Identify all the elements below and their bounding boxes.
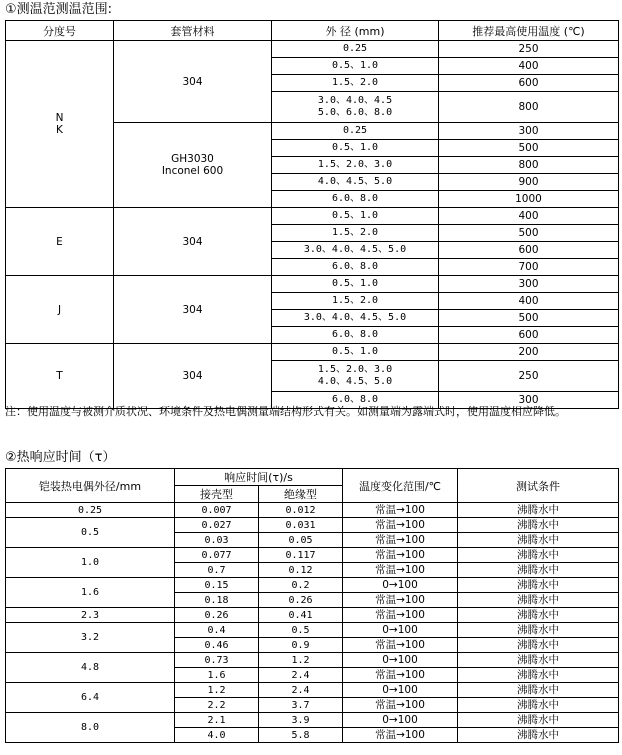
temp-range-cell: 常温→100: [343, 563, 458, 578]
test-condition-cell: 沸腾水中: [458, 713, 619, 728]
temp-cell: 300: [439, 392, 619, 409]
header-diameter: 铠装热电偶外径/mm: [6, 469, 175, 503]
insulated-time-cell: 0.9: [259, 638, 343, 653]
temp-range-cell: 常温→100: [343, 608, 458, 623]
temp-range-cell: 常温→100: [343, 638, 458, 653]
temp-range-cell: 常温→100: [343, 548, 458, 563]
diameter-cell: 4.8: [6, 653, 175, 683]
insulated-time-cell: 2.4: [259, 668, 343, 683]
diameter-cell: 4.0、4.5、5.0: [272, 174, 439, 191]
diameter-cell: 3.0、4.0、4.5、5.0: [272, 310, 439, 327]
type-cell: J: [6, 276, 114, 344]
insulated-time-cell: 0.12: [259, 563, 343, 578]
header-insulated: 绝缘型: [259, 486, 343, 503]
test-condition-cell: 沸腾水中: [458, 548, 619, 563]
material-cell: GH3030 Inconel 600: [114, 123, 272, 208]
table-row: [6, 578, 619, 593]
grounded-time-cell: 0.46: [175, 638, 259, 653]
test-condition-cell: 沸腾水中: [458, 518, 619, 533]
test-condition-cell: 沸腾水中: [458, 668, 619, 683]
test-condition-cell: 沸腾水中: [458, 563, 619, 578]
diameter-cell: 0.5、1.0: [272, 58, 439, 75]
temp-range-cell: 常温→100: [343, 728, 458, 743]
type-cell: E: [6, 208, 114, 276]
grounded-time-cell: 0.027: [175, 518, 259, 533]
header-type: 分度号: [6, 21, 114, 41]
diameter-cell: 8.0: [6, 713, 175, 743]
temp-range-cell: 0→100: [343, 623, 458, 638]
response-time-table: [5, 468, 619, 743]
diameter-cell: 0.5: [6, 518, 175, 548]
material-cell: 304: [114, 41, 272, 123]
temp-cell: 600: [439, 327, 619, 344]
temp-cell: 250: [439, 361, 619, 392]
temp-range-cell: 常温→100: [343, 698, 458, 713]
test-condition-cell: 沸腾水中: [458, 578, 619, 593]
diameter-cell: 1.5、2.0: [272, 75, 439, 92]
temp-cell: 200: [439, 344, 619, 361]
grounded-time-cell: 0.7: [175, 563, 259, 578]
grounded-time-cell: 0.007: [175, 503, 259, 518]
insulated-time-cell: 5.8: [259, 728, 343, 743]
temp-range-cell: 常温→100: [343, 593, 458, 608]
diameter-cell: 1.5、2.0、3.0: [272, 157, 439, 174]
test-condition-cell: 沸腾水中: [458, 683, 619, 698]
table-row: [6, 344, 619, 361]
temp-cell: 400: [439, 293, 619, 310]
test-condition-cell: 沸腾水中: [458, 653, 619, 668]
table-header-row: [6, 469, 619, 486]
table-row: [6, 653, 619, 668]
grounded-time-cell: 4.0: [175, 728, 259, 743]
table-body: [6, 503, 619, 743]
temp-cell: 500: [439, 225, 619, 242]
insulated-time-cell: 0.012: [259, 503, 343, 518]
temperature-range-table: [5, 20, 619, 409]
diameter-cell: 3.0、4.0、4.5 5.0、6.0、8.0: [272, 92, 439, 123]
diameter-cell: 2.3: [6, 608, 175, 623]
test-condition-cell: 沸腾水中: [458, 623, 619, 638]
diameter-cell: 1.5、2.0: [272, 293, 439, 310]
type-cell: T: [6, 344, 114, 409]
insulated-time-cell: 0.05: [259, 533, 343, 548]
temp-cell: 800: [439, 92, 619, 123]
grounded-time-cell: 0.18: [175, 593, 259, 608]
grounded-time-cell: 2.2: [175, 698, 259, 713]
grounded-time-cell: 0.26: [175, 608, 259, 623]
table-body: [6, 41, 619, 409]
grounded-time-cell: 0.4: [175, 623, 259, 638]
diameter-cell: 0.5、1.0: [272, 344, 439, 361]
header-temp-range: 温度变化范围/℃: [343, 469, 458, 503]
header-diameter: 外 径 (mm): [272, 21, 439, 41]
header-test-condition: 测试条件: [458, 469, 619, 503]
note-text: 注：使用温度与被测介质状况、环境条件及热电偶测量端结构形式有关。如测量端为露端式时，使用温度相应降低。: [5, 405, 566, 418]
temp-cell: 900: [439, 174, 619, 191]
temp-cell: 600: [439, 75, 619, 92]
diameter-cell: 1.0: [6, 548, 175, 578]
diameter-cell: 0.25: [6, 503, 175, 518]
temp-range-cell: 0→100: [343, 683, 458, 698]
section1-title: ①测温范测温范围:: [5, 2, 113, 17]
temp-range-cell: 常温→100: [343, 503, 458, 518]
grounded-time-cell: 0.077: [175, 548, 259, 563]
table-row: [6, 608, 619, 623]
table-row: [6, 503, 619, 518]
grounded-time-cell: 1.6: [175, 668, 259, 683]
diameter-cell: 6.0、8.0: [272, 392, 439, 409]
material-cell: 304: [114, 208, 272, 276]
temp-range-cell: 0→100: [343, 653, 458, 668]
test-condition-cell: 沸腾水中: [458, 638, 619, 653]
table-row: [6, 623, 619, 638]
test-condition-cell: 沸腾水中: [458, 698, 619, 713]
diameter-cell: 6.0、8.0: [272, 327, 439, 344]
material-cell: 304: [114, 344, 272, 409]
insulated-time-cell: 0.117: [259, 548, 343, 563]
diameter-cell: 6.0、8.0: [272, 191, 439, 208]
table-row: [6, 713, 619, 728]
temp-cell: 1000: [439, 191, 619, 208]
temp-range-cell: 常温→100: [343, 518, 458, 533]
insulated-time-cell: 2.4: [259, 683, 343, 698]
grounded-time-cell: 0.03: [175, 533, 259, 548]
temp-cell: 300: [439, 123, 619, 140]
material-cell: 304: [114, 276, 272, 344]
header-response-time: 响应时间(τ)/s: [175, 469, 343, 486]
header-max-temp: 推荐最高使用温度 (℃): [439, 21, 619, 41]
diameter-cell: 1.5、2.0、3.0 4.0、4.5、5.0: [272, 361, 439, 392]
diameter-cell: 0.5、1.0: [272, 208, 439, 225]
temp-cell: 500: [439, 140, 619, 157]
table-row: [6, 683, 619, 698]
insulated-time-cell: 0.5: [259, 623, 343, 638]
test-condition-cell: 沸腾水中: [458, 533, 619, 548]
table-row: [6, 41, 619, 58]
type-cell: N K: [6, 41, 114, 208]
temp-cell: 500: [439, 310, 619, 327]
insulated-time-cell: 0.2: [259, 578, 343, 593]
diameter-cell: 3.0、4.0、4.5、5.0: [272, 242, 439, 259]
insulated-time-cell: 1.2: [259, 653, 343, 668]
temp-range-cell: 0→100: [343, 578, 458, 593]
header-grounded: 接壳型: [175, 486, 259, 503]
table-header-row: [6, 21, 619, 41]
insulated-time-cell: 0.031: [259, 518, 343, 533]
insulated-time-cell: 3.9: [259, 713, 343, 728]
diameter-cell: 0.5、1.0: [272, 140, 439, 157]
temp-cell: 400: [439, 58, 619, 75]
grounded-time-cell: 2.1: [175, 713, 259, 728]
header-material: 套管材料: [114, 21, 272, 41]
diameter-cell: 3.2: [6, 623, 175, 653]
diameter-cell: 0.25: [272, 123, 439, 140]
temp-cell: 250: [439, 41, 619, 58]
temp-range-cell: 常温→100: [343, 668, 458, 683]
diameter-cell: 0.25: [272, 41, 439, 58]
table-row: [6, 518, 619, 533]
insulated-time-cell: 0.26: [259, 593, 343, 608]
section2-title: ②热响应时间（τ）: [5, 450, 116, 465]
grounded-time-cell: 0.15: [175, 578, 259, 593]
temp-cell: 400: [439, 208, 619, 225]
table-row: [6, 208, 619, 225]
test-condition-cell: 沸腾水中: [458, 593, 619, 608]
temp-cell: 700: [439, 259, 619, 276]
insulated-time-cell: 3.7: [259, 698, 343, 713]
diameter-cell: 1.5、2.0: [272, 225, 439, 242]
test-condition-cell: 沸腾水中: [458, 608, 619, 623]
temp-cell: 300: [439, 276, 619, 293]
temp-cell: 600: [439, 242, 619, 259]
temp-cell: 800: [439, 157, 619, 174]
diameter-cell: 1.6: [6, 578, 175, 608]
table-row: [6, 276, 619, 293]
insulated-time-cell: 0.41: [259, 608, 343, 623]
temp-range-cell: 0→100: [343, 713, 458, 728]
diameter-cell: 0.5、1.0: [272, 276, 439, 293]
diameter-cell: 6.0、8.0: [272, 259, 439, 276]
table-row: [6, 548, 619, 563]
temp-range-cell: 常温→100: [343, 533, 458, 548]
test-condition-cell: 沸腾水中: [458, 503, 619, 518]
grounded-time-cell: 0.73: [175, 653, 259, 668]
diameter-cell: 6.4: [6, 683, 175, 713]
test-condition-cell: 沸腾水中: [458, 728, 619, 743]
grounded-time-cell: 1.2: [175, 683, 259, 698]
